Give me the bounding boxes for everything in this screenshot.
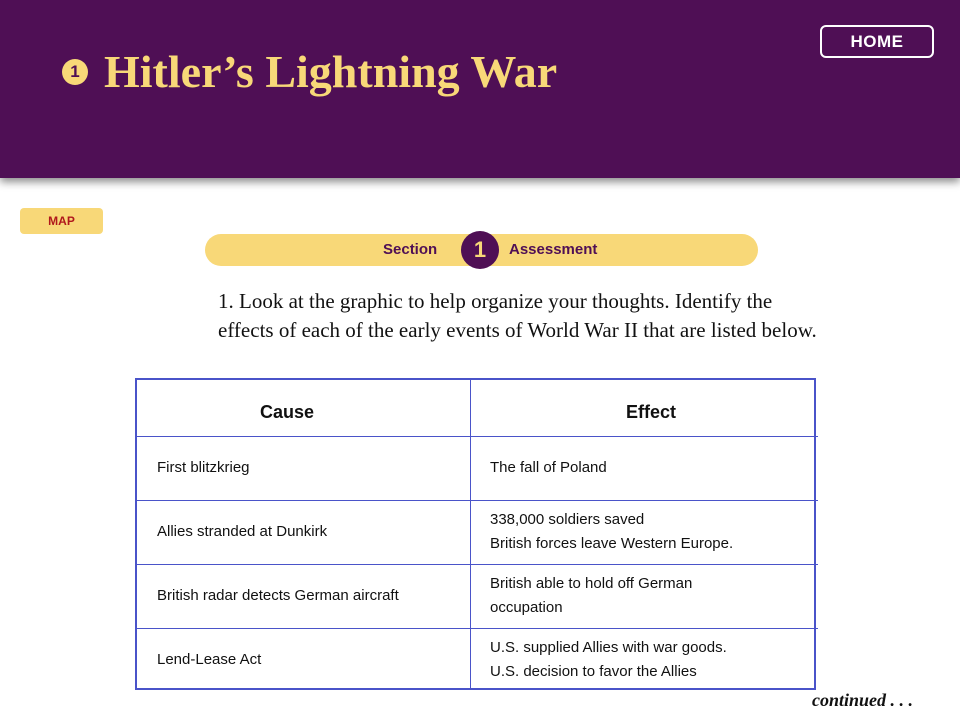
effect-cell: [490, 456, 607, 480]
cause-cell: Lend-Lease Act: [157, 651, 262, 668]
effect-line: occupation: [490, 599, 563, 616]
column-divider: [470, 380, 471, 688]
assessment-label: Assessment: [509, 241, 598, 258]
effect-line: 338,000 soldiers saved: [490, 511, 645, 528]
header-banner: [0, 0, 960, 178]
effect-line: The fall of Poland: [490, 459, 607, 476]
chapter-number-badge: 1: [62, 59, 88, 85]
cause-column-header: Cause: [260, 402, 315, 422]
section-assessment-bar: [205, 234, 758, 266]
cause-cell: Allies stranded at Dunkirk: [157, 523, 328, 540]
row-divider: [137, 628, 818, 629]
map-button[interactable]: MAP: [20, 208, 103, 234]
continued-link[interactable]: continued . . .: [812, 690, 914, 710]
cause-effect-table: [135, 378, 816, 690]
row-divider: [137, 500, 818, 501]
row-divider: [137, 436, 818, 437]
effect-line: British forces leave Western Europe.: [490, 535, 734, 552]
question-text: 1. Look at the graphic to help organize your thoughts. Identify the effects of each of the early events of World War II that are listed below.: [218, 289, 817, 342]
effect-line: U.S. decision to favor the Allies: [490, 663, 697, 680]
cause-cell: First blitzkrieg: [157, 459, 250, 476]
row-divider: [137, 564, 818, 565]
page-title: Hitler’s Lightning War: [104, 46, 558, 97]
effect-cell: [490, 572, 692, 620]
effect-cell: [490, 508, 733, 556]
effect-line: U.S. supplied Allies with war goods.: [490, 639, 727, 656]
section-number-badge: 1: [461, 231, 499, 269]
home-button[interactable]: HOME: [820, 25, 934, 58]
cause-cell: British radar detects German aircraft: [157, 587, 399, 604]
section-label: Section: [383, 241, 438, 258]
effect-cell: [490, 636, 727, 684]
effect-column-header: Effect: [626, 402, 677, 422]
effect-line: British able to hold off German: [490, 575, 693, 592]
